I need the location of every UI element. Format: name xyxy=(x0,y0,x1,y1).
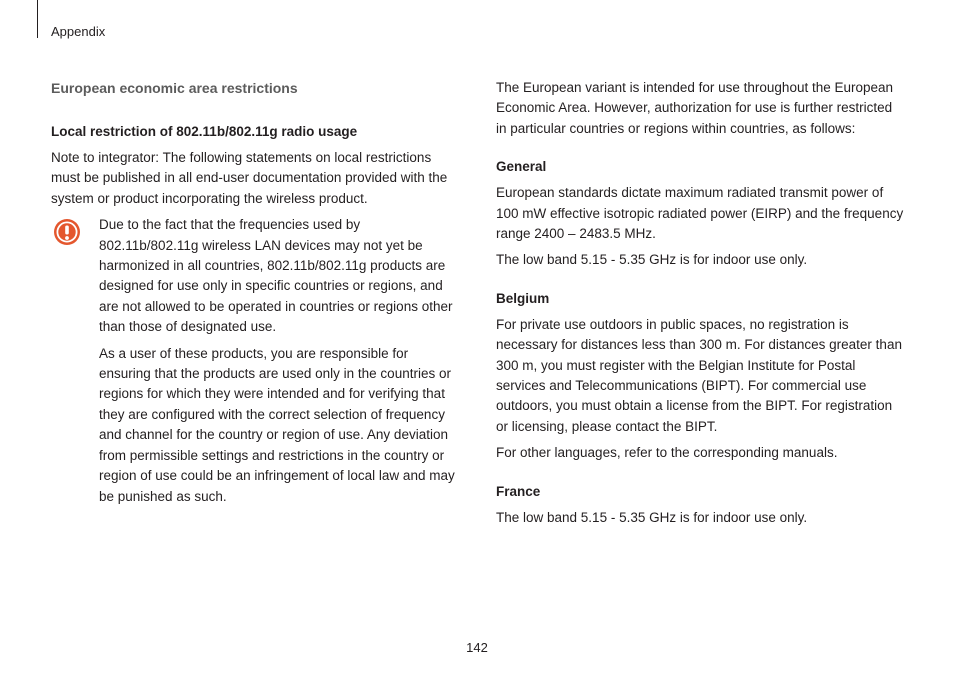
right-intro-paragraph: The European variant is intended for use throughout the European Economic Area. However, authorization for use is further restricted in particular countries or regions within countries, as follows: xyxy=(496,80,894,136)
section-title: European economic area restrictions xyxy=(51,80,298,96)
caution-icon xyxy=(53,218,81,246)
general-paragraph-2: The low band 5.15 - 5.35 GHz is for indoor use only. xyxy=(496,252,808,268)
france-section xyxy=(496,482,906,528)
belgium-heading: Belgium xyxy=(496,290,550,306)
caution-paragraph-2: As a user of these products, you are responsible for ensuring that the products are used only in the countries or regions for which they were intended and for verifying that they are configured with the correct selection of frequency and channel for the country or region of use. Any deviation from permissible settings and restrictions in the country or region of use could be an infringement of local law and may be punished as such. xyxy=(99,345,455,504)
page-number: 142 xyxy=(466,640,488,655)
general-paragraph-1: European standards dictate maximum radiated transmit power of 100 mW effective isotropic radiated power (EIRP) and the frequency range 2400 – 2483.5 MHz. xyxy=(496,185,904,242)
caution-paragraph-1: Due to the fact that the frequencies used by 802.11b/802.11g wireless LAN devices may not yet be harmonized in all countries, 802.11b/802.11g products are designed for use only in specific countries or regions, and are not allowed to be operated in countries or regions other than those of designated use. xyxy=(99,217,453,335)
belgium-section xyxy=(496,289,906,464)
section-label: Appendix xyxy=(51,24,106,39)
left-column xyxy=(51,78,456,507)
intro-paragraph: Note to integrator: The following statements on local restrictions must be published in all end-user documentation provided with the system or product incorporating the wireless product. xyxy=(51,150,448,206)
belgium-paragraph-1: For private use outdoors in public spaces, no registration is necessary for distances less than 300 m. For distances greater than 300 m, you must register with the Belgian Institute for Postal services and Telecommunications (BIPT). For commercial use outdoors, you must obtain a license from the BIPT. For registration or licensing, please contact the BIPT. xyxy=(496,316,902,434)
header-rule xyxy=(37,0,38,38)
general-heading: General xyxy=(496,159,547,175)
belgium-paragraph-2: For other languages, refer to the corresponding manuals. xyxy=(496,445,838,461)
france-heading: France xyxy=(496,483,541,499)
general-section xyxy=(496,157,906,271)
france-paragraph-1: The low band 5.15 - 5.35 GHz is for indoor use only. xyxy=(496,509,808,525)
caution-note xyxy=(51,215,456,507)
right-column xyxy=(496,78,906,546)
subsection-title: Local restriction of 802.11b/802.11g radio usage xyxy=(51,124,358,139)
